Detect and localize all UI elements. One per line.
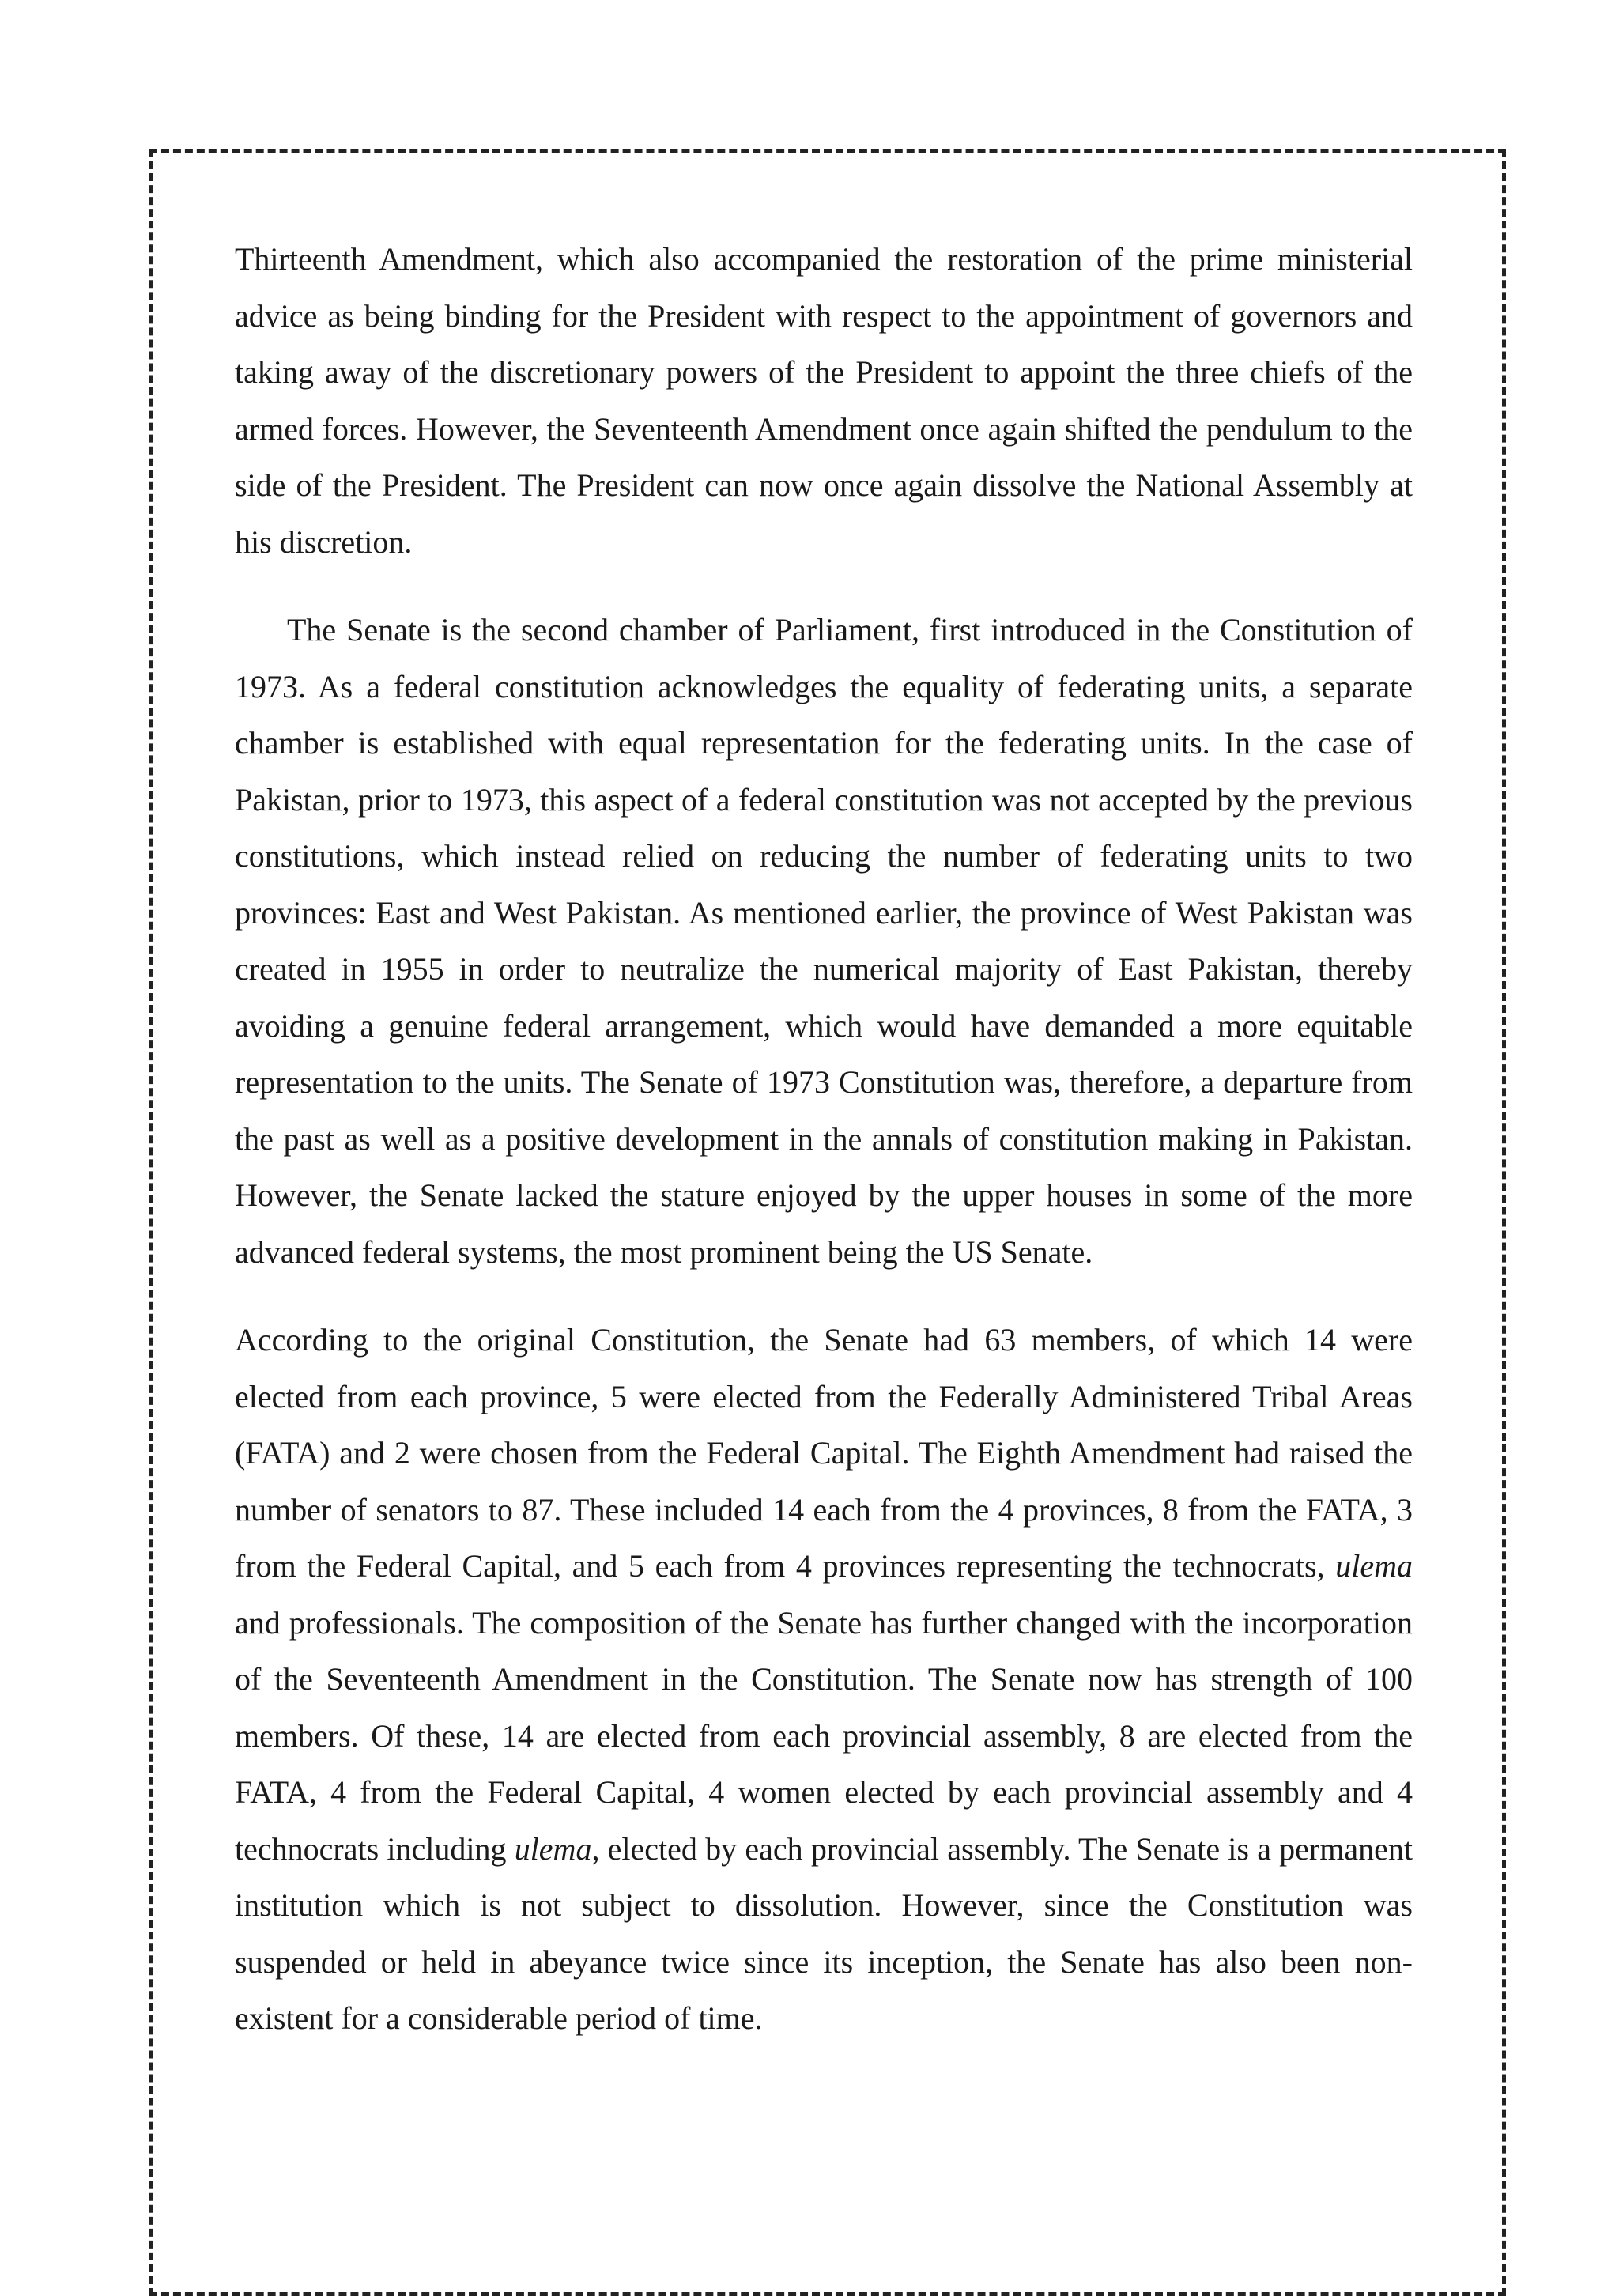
paragraph-1 [235,231,1413,570]
italic-term: ulema [514,1830,592,1867]
text-run: Thirteenth Amendment, which also accompanied the restoration of the prime ministerial advice as being binding for the President with respect to the appointment of governors and taking away of the discretionary powers of the President to appoint the three chiefs of the armed forces. However, the Seventeenth Amendment once again shifted the pendulum to the side of the President. The President can now once again dissolve the National Assembly at his discretion. [235,241,1413,560]
text-run: The Senate is the second chamber of Parliament, first introduced in the Constitution of 1973. As a federal constitution acknowledges the equality of federating units, a separate chamber is established with equal representation for the federating units. In the case of Pakistan, prior to 1973, this aspect of a federal constitution was not accepted by the previous constitutions, which instead relied on reducing the number of federating units to two provinces: East and West Pakistan. As mentioned earlier, the province of West Pakistan was created in 1955 in order to neutralize the numerical majority of East Pakistan, thereby avoiding a genuine federal arrangement, which would have demanded a more equitable representation to the units. The Senate of 1973 Constitution was, therefore, a departure from the past as well as a positive development in the annals of constitution making in Pakistan. However, the Senate lacked the stature enjoyed by the upper houses in some of the more advanced federal systems, the most prominent being the US Senate. [235,612,1413,1270]
text-run: and professionals. The composition of the Senate has further changed with the incorporation of the Seventeenth Amendment in the Constitution. The Senate now has strength of 100 members. Of these, 14 are elected from each provincial assembly, 8 are elected from the FATA, 4 from the Federal Capital, 4 women elected by each provincial assembly and 4 technocrats including [235,1604,1413,1867]
document-body [235,231,1413,2047]
paragraph-spacer [235,570,1413,602]
italic-term: ulema [1335,1548,1413,1584]
paragraph-spacer [235,1280,1413,1312]
text-run: , elected by each provincial assembly. The Senate is a permanent institution which is not subject to dissolution. However, since the Constitution was suspended or held in abeyance twice since its inception, the Senate has also been non-existent for a considerable period of time. [235,1830,1413,2036]
paragraph-2 [235,602,1413,1280]
paragraph-3 [235,1312,1413,2047]
text-run: According to the original Constitution, the Senate had 63 members, of which 14 were elected from each province, 5 were elected from the Federally Administered Tribal Areas (FATA) and 2 were chosen from the Federal Capital. The Eighth Amendment had raised the number of senators to 87. These included 14 each from the 4 provinces, 8 from the FATA, 3 from the Federal Capital, and 5 each from 4 provinces representing the technocrats, [235,1322,1413,1584]
